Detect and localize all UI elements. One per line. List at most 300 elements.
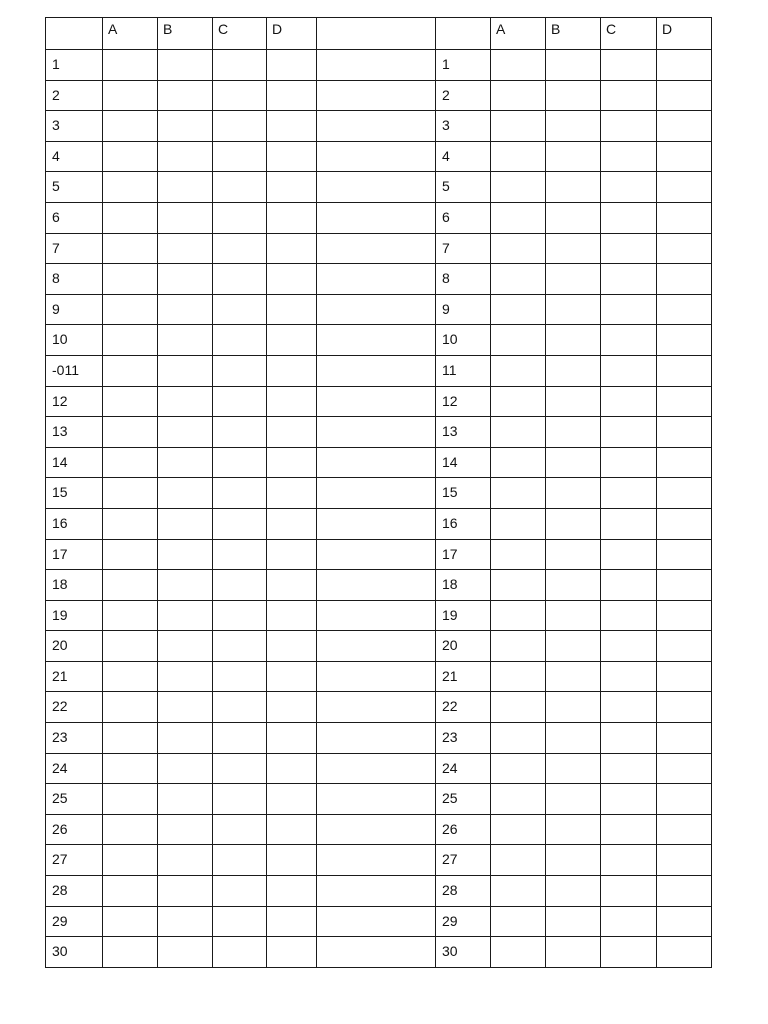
left-answer-cell-b[interactable]	[158, 906, 213, 937]
left-answer-cell-a[interactable]	[103, 80, 158, 111]
right-answer-cell-a[interactable]	[491, 937, 546, 968]
right-question-number: 12	[436, 386, 491, 417]
answer-sheet-body	[46, 18, 712, 968]
right-answer-cell-c[interactable]	[601, 539, 657, 570]
left-answer-cell-b[interactable]	[158, 355, 213, 386]
right-answer-cell-a[interactable]	[491, 600, 546, 631]
left-answer-cell-b[interactable]	[158, 570, 213, 601]
right-question-number: 14	[436, 447, 491, 478]
right-answer-cell-a[interactable]	[491, 111, 546, 142]
right-answer-cell-c[interactable]	[601, 600, 657, 631]
right-answer-cell-d[interactable]	[657, 814, 712, 845]
right-answer-cell-d[interactable]	[657, 294, 712, 325]
left-question-number: 10	[46, 325, 103, 356]
right-answer-cell-c[interactable]	[601, 172, 657, 203]
left-header-option-c: C	[213, 18, 267, 50]
right-question-number: 13	[436, 417, 491, 448]
table-row	[46, 50, 712, 81]
right-answer-cell-b[interactable]	[546, 876, 601, 907]
right-answer-cell-d[interactable]	[657, 600, 712, 631]
right-answer-cell-c[interactable]	[601, 661, 657, 692]
gap-cell	[317, 600, 436, 631]
left-answer-cell-d[interactable]	[267, 937, 317, 968]
right-answer-cell-d[interactable]	[657, 202, 712, 233]
right-answer-cell-d[interactable]	[657, 570, 712, 601]
right-answer-cell-b[interactable]	[546, 355, 601, 386]
table-row	[46, 325, 712, 356]
right-answer-cell-d[interactable]	[657, 111, 712, 142]
left-answer-cell-c[interactable]	[213, 845, 267, 876]
left-answer-cell-b[interactable]	[158, 814, 213, 845]
left-answer-cell-b[interactable]	[158, 172, 213, 203]
right-question-number: 22	[436, 692, 491, 723]
right-answer-cell-c[interactable]	[601, 845, 657, 876]
table-row	[46, 814, 712, 845]
left-answer-cell-a[interactable]	[103, 784, 158, 815]
left-answer-cell-b[interactable]	[158, 417, 213, 448]
left-question-number: 15	[46, 478, 103, 509]
left-answer-cell-c[interactable]	[213, 661, 267, 692]
left-answer-cell-b[interactable]	[158, 447, 213, 478]
left-answer-cell-d[interactable]	[267, 631, 317, 662]
left-answer-cell-d[interactable]	[267, 876, 317, 907]
right-answer-cell-d[interactable]	[657, 661, 712, 692]
left-answer-cell-b[interactable]	[158, 845, 213, 876]
right-answer-cell-a[interactable]	[491, 325, 546, 356]
left-answer-cell-a[interactable]	[103, 753, 158, 784]
right-answer-cell-b[interactable]	[546, 753, 601, 784]
left-answer-cell-b[interactable]	[158, 692, 213, 723]
left-answer-cell-b[interactable]	[158, 478, 213, 509]
left-answer-cell-b[interactable]	[158, 111, 213, 142]
right-answer-cell-c[interactable]	[601, 631, 657, 662]
right-answer-cell-d[interactable]	[657, 233, 712, 264]
left-answer-cell-c[interactable]	[213, 570, 267, 601]
left-question-number: 30	[46, 937, 103, 968]
left-answer-cell-a[interactable]	[103, 294, 158, 325]
table-row	[46, 202, 712, 233]
left-answer-cell-d[interactable]	[267, 508, 317, 539]
left-answer-cell-a[interactable]	[103, 233, 158, 264]
left-answer-cell-d[interactable]	[267, 80, 317, 111]
right-answer-cell-d[interactable]	[657, 172, 712, 203]
right-answer-cell-a[interactable]	[491, 264, 546, 295]
right-answer-cell-c[interactable]	[601, 447, 657, 478]
left-answer-cell-c[interactable]	[213, 172, 267, 203]
left-answer-cell-b[interactable]	[158, 600, 213, 631]
right-answer-cell-c[interactable]	[601, 264, 657, 295]
right-answer-cell-d[interactable]	[657, 264, 712, 295]
gap-cell	[317, 814, 436, 845]
right-answer-cell-d[interactable]	[657, 753, 712, 784]
right-answer-cell-a[interactable]	[491, 202, 546, 233]
left-answer-cell-c[interactable]	[213, 50, 267, 81]
left-answer-cell-a[interactable]	[103, 50, 158, 81]
left-answer-cell-d[interactable]	[267, 325, 317, 356]
right-answer-cell-d[interactable]	[657, 417, 712, 448]
right-answer-cell-d[interactable]	[657, 692, 712, 723]
right-answer-cell-c[interactable]	[601, 692, 657, 723]
right-answer-cell-c[interactable]	[601, 325, 657, 356]
left-answer-cell-a[interactable]	[103, 417, 158, 448]
gap-cell	[317, 692, 436, 723]
right-answer-cell-d[interactable]	[657, 325, 712, 356]
left-header-option-a: A	[103, 18, 158, 50]
gap-cell	[317, 18, 436, 50]
left-question-number: 4	[46, 141, 103, 172]
right-answer-cell-a[interactable]	[491, 753, 546, 784]
right-answer-cell-a[interactable]	[491, 539, 546, 570]
left-answer-cell-a[interactable]	[103, 202, 158, 233]
right-answer-cell-c[interactable]	[601, 294, 657, 325]
left-answer-cell-d[interactable]	[267, 447, 317, 478]
right-answer-cell-b[interactable]	[546, 845, 601, 876]
left-answer-cell-b[interactable]	[158, 631, 213, 662]
left-answer-cell-a[interactable]	[103, 111, 158, 142]
table-row	[46, 478, 712, 509]
left-answer-cell-c[interactable]	[213, 937, 267, 968]
left-answer-cell-d[interactable]	[267, 600, 317, 631]
right-answer-cell-b[interactable]	[546, 447, 601, 478]
right-answer-cell-c[interactable]	[601, 111, 657, 142]
right-answer-cell-a[interactable]	[491, 172, 546, 203]
right-answer-cell-c[interactable]	[601, 417, 657, 448]
left-answer-cell-c[interactable]	[213, 386, 267, 417]
right-answer-cell-b[interactable]	[546, 692, 601, 723]
left-answer-cell-b[interactable]	[158, 723, 213, 754]
left-answer-cell-c[interactable]	[213, 478, 267, 509]
table-row	[46, 539, 712, 570]
left-answer-cell-a[interactable]	[103, 325, 158, 356]
left-answer-cell-d[interactable]	[267, 814, 317, 845]
left-answer-cell-d[interactable]	[267, 294, 317, 325]
right-answer-cell-a[interactable]	[491, 294, 546, 325]
right-answer-cell-b[interactable]	[546, 600, 601, 631]
right-answer-cell-b[interactable]	[546, 661, 601, 692]
left-answer-cell-d[interactable]	[267, 202, 317, 233]
left-answer-cell-b[interactable]	[158, 876, 213, 907]
left-answer-cell-b[interactable]	[158, 508, 213, 539]
left-answer-cell-c[interactable]	[213, 417, 267, 448]
right-answer-cell-d[interactable]	[657, 386, 712, 417]
right-answer-cell-a[interactable]	[491, 692, 546, 723]
left-answer-cell-c[interactable]	[213, 753, 267, 784]
left-answer-cell-a[interactable]	[103, 264, 158, 295]
table-row	[46, 355, 712, 386]
right-answer-cell-a[interactable]	[491, 814, 546, 845]
gap-cell	[317, 539, 436, 570]
right-answer-cell-c[interactable]	[601, 80, 657, 111]
left-answer-cell-a[interactable]	[103, 508, 158, 539]
right-answer-cell-a[interactable]	[491, 784, 546, 815]
right-answer-cell-d[interactable]	[657, 631, 712, 662]
left-header-option-d: D	[267, 18, 317, 50]
table-row	[46, 845, 712, 876]
right-question-number: 27	[436, 845, 491, 876]
right-answer-cell-c[interactable]	[601, 814, 657, 845]
left-answer-cell-a[interactable]	[103, 172, 158, 203]
left-question-number: 5	[46, 172, 103, 203]
left-answer-cell-c[interactable]	[213, 111, 267, 142]
right-answer-cell-b[interactable]	[546, 937, 601, 968]
right-answer-cell-a[interactable]	[491, 570, 546, 601]
right-answer-cell-c[interactable]	[601, 784, 657, 815]
right-answer-cell-a[interactable]	[491, 631, 546, 662]
right-answer-cell-b[interactable]	[546, 325, 601, 356]
left-answer-cell-b[interactable]	[158, 264, 213, 295]
left-answer-cell-a[interactable]	[103, 845, 158, 876]
right-answer-cell-b[interactable]	[546, 570, 601, 601]
right-answer-cell-b[interactable]	[546, 631, 601, 662]
right-answer-cell-d[interactable]	[657, 539, 712, 570]
right-answer-cell-a[interactable]	[491, 876, 546, 907]
left-answer-cell-d[interactable]	[267, 539, 317, 570]
left-question-number: 9	[46, 294, 103, 325]
right-answer-cell-d[interactable]	[657, 50, 712, 81]
right-answer-cell-b[interactable]	[546, 814, 601, 845]
left-answer-cell-d[interactable]	[267, 845, 317, 876]
left-answer-cell-a[interactable]	[103, 600, 158, 631]
left-answer-cell-c[interactable]	[213, 355, 267, 386]
left-answer-cell-a[interactable]	[103, 906, 158, 937]
left-answer-cell-a[interactable]	[103, 692, 158, 723]
right-answer-cell-d[interactable]	[657, 876, 712, 907]
left-answer-cell-d[interactable]	[267, 753, 317, 784]
left-question-number: 26	[46, 814, 103, 845]
left-answer-cell-b[interactable]	[158, 386, 213, 417]
right-answer-cell-d[interactable]	[657, 508, 712, 539]
left-answer-cell-a[interactable]	[103, 723, 158, 754]
right-answer-cell-a[interactable]	[491, 723, 546, 754]
right-question-number: 6	[436, 202, 491, 233]
gap-cell	[317, 570, 436, 601]
right-answer-cell-a[interactable]	[491, 661, 546, 692]
right-answer-cell-b[interactable]	[546, 478, 601, 509]
right-answer-cell-b[interactable]	[546, 80, 601, 111]
right-answer-cell-c[interactable]	[601, 570, 657, 601]
right-answer-cell-b[interactable]	[546, 723, 601, 754]
left-answer-cell-d[interactable]	[267, 692, 317, 723]
right-answer-cell-c[interactable]	[601, 233, 657, 264]
right-answer-cell-d[interactable]	[657, 723, 712, 754]
right-answer-cell-c[interactable]	[601, 876, 657, 907]
right-answer-cell-d[interactable]	[657, 845, 712, 876]
right-answer-cell-a[interactable]	[491, 233, 546, 264]
right-answer-cell-d[interactable]	[657, 355, 712, 386]
right-answer-cell-a[interactable]	[491, 50, 546, 81]
right-answer-cell-d[interactable]	[657, 80, 712, 111]
right-answer-cell-c[interactable]	[601, 723, 657, 754]
right-answer-cell-b[interactable]	[546, 417, 601, 448]
left-answer-cell-b[interactable]	[158, 202, 213, 233]
gap-cell	[317, 753, 436, 784]
right-answer-cell-a[interactable]	[491, 845, 546, 876]
left-answer-cell-d[interactable]	[267, 50, 317, 81]
gap-cell	[317, 478, 436, 509]
left-answer-cell-a[interactable]	[103, 937, 158, 968]
gap-cell	[317, 50, 436, 81]
left-answer-cell-b[interactable]	[158, 80, 213, 111]
left-answer-cell-a[interactable]	[103, 355, 158, 386]
left-answer-cell-d[interactable]	[267, 172, 317, 203]
right-answer-cell-c[interactable]	[601, 508, 657, 539]
right-answer-cell-b[interactable]	[546, 111, 601, 142]
right-answer-cell-b[interactable]	[546, 386, 601, 417]
right-question-number: 9	[436, 294, 491, 325]
right-answer-cell-a[interactable]	[491, 386, 546, 417]
right-answer-cell-c[interactable]	[601, 141, 657, 172]
left-answer-cell-d[interactable]	[267, 141, 317, 172]
left-question-number: 22	[46, 692, 103, 723]
left-question-number: 27	[46, 845, 103, 876]
left-question-number: 7	[46, 233, 103, 264]
left-answer-cell-b[interactable]	[158, 325, 213, 356]
right-answer-cell-d[interactable]	[657, 447, 712, 478]
left-answer-cell-c[interactable]	[213, 814, 267, 845]
left-answer-cell-a[interactable]	[103, 478, 158, 509]
gap-cell	[317, 784, 436, 815]
left-question-number: 8	[46, 264, 103, 295]
left-answer-cell-c[interactable]	[213, 325, 267, 356]
right-question-number: 28	[436, 876, 491, 907]
left-answer-cell-c[interactable]	[213, 600, 267, 631]
left-answer-cell-c[interactable]	[213, 508, 267, 539]
left-answer-cell-c[interactable]	[213, 906, 267, 937]
left-answer-cell-c[interactable]	[213, 784, 267, 815]
left-answer-cell-b[interactable]	[158, 937, 213, 968]
right-answer-cell-b[interactable]	[546, 906, 601, 937]
left-answer-cell-c[interactable]	[213, 692, 267, 723]
right-answer-cell-b[interactable]	[546, 784, 601, 815]
table-row	[46, 508, 712, 539]
gap-cell	[317, 876, 436, 907]
right-answer-cell-b[interactable]	[546, 141, 601, 172]
right-answer-cell-a[interactable]	[491, 906, 546, 937]
left-answer-cell-d[interactable]	[267, 661, 317, 692]
right-question-number: 30	[436, 937, 491, 968]
right-answer-cell-d[interactable]	[657, 937, 712, 968]
left-answer-cell-c[interactable]	[213, 876, 267, 907]
right-answer-cell-a[interactable]	[491, 478, 546, 509]
left-answer-cell-b[interactable]	[158, 294, 213, 325]
right-answer-cell-c[interactable]	[601, 355, 657, 386]
right-answer-cell-a[interactable]	[491, 141, 546, 172]
left-question-number: 3	[46, 111, 103, 142]
right-answer-cell-b[interactable]	[546, 264, 601, 295]
left-answer-cell-c[interactable]	[213, 264, 267, 295]
right-answer-cell-c[interactable]	[601, 478, 657, 509]
left-question-number: 17	[46, 539, 103, 570]
left-answer-cell-d[interactable]	[267, 478, 317, 509]
right-answer-cell-b[interactable]	[546, 233, 601, 264]
left-answer-cell-c[interactable]	[213, 631, 267, 662]
right-answer-cell-b[interactable]	[546, 202, 601, 233]
left-answer-cell-a[interactable]	[103, 631, 158, 662]
left-answer-cell-c[interactable]	[213, 294, 267, 325]
right-answer-cell-c[interactable]	[601, 937, 657, 968]
table-row	[46, 111, 712, 142]
left-answer-cell-c[interactable]	[213, 539, 267, 570]
right-answer-cell-b[interactable]	[546, 172, 601, 203]
left-answer-cell-b[interactable]	[158, 784, 213, 815]
left-answer-cell-d[interactable]	[267, 355, 317, 386]
left-answer-cell-d[interactable]	[267, 386, 317, 417]
left-question-number: 16	[46, 508, 103, 539]
left-answer-cell-d[interactable]	[267, 111, 317, 142]
right-answer-cell-c[interactable]	[601, 50, 657, 81]
left-answer-cell-a[interactable]	[103, 141, 158, 172]
right-question-number: 11	[436, 355, 491, 386]
left-answer-cell-c[interactable]	[213, 233, 267, 264]
right-answer-cell-a[interactable]	[491, 80, 546, 111]
table-row	[46, 876, 712, 907]
left-answer-cell-b[interactable]	[158, 661, 213, 692]
left-answer-cell-a[interactable]	[103, 570, 158, 601]
left-answer-cell-a[interactable]	[103, 814, 158, 845]
left-answer-cell-b[interactable]	[158, 539, 213, 570]
right-answer-cell-b[interactable]	[546, 294, 601, 325]
right-answer-cell-d[interactable]	[657, 784, 712, 815]
left-answer-cell-b[interactable]	[158, 753, 213, 784]
left-answer-cell-d[interactable]	[267, 784, 317, 815]
left-answer-cell-b[interactable]	[158, 141, 213, 172]
right-answer-cell-b[interactable]	[546, 50, 601, 81]
left-answer-cell-a[interactable]	[103, 386, 158, 417]
left-answer-cell-a[interactable]	[103, 876, 158, 907]
right-question-number: 7	[436, 233, 491, 264]
right-question-number: 18	[436, 570, 491, 601]
left-answer-cell-c[interactable]	[213, 80, 267, 111]
right-answer-cell-c[interactable]	[601, 753, 657, 784]
left-answer-cell-d[interactable]	[267, 233, 317, 264]
right-answer-cell-c[interactable]	[601, 906, 657, 937]
right-question-number: 15	[436, 478, 491, 509]
left-question-number: 23	[46, 723, 103, 754]
right-answer-cell-b[interactable]	[546, 539, 601, 570]
right-answer-cell-a[interactable]	[491, 508, 546, 539]
left-answer-cell-c[interactable]	[213, 447, 267, 478]
left-answer-cell-d[interactable]	[267, 264, 317, 295]
gap-cell	[317, 355, 436, 386]
right-answer-cell-b[interactable]	[546, 508, 601, 539]
right-answer-cell-d[interactable]	[657, 141, 712, 172]
right-answer-cell-a[interactable]	[491, 447, 546, 478]
right-answer-cell-a[interactable]	[491, 355, 546, 386]
left-answer-cell-c[interactable]	[213, 141, 267, 172]
left-question-number: 29	[46, 906, 103, 937]
left-answer-cell-b[interactable]	[158, 233, 213, 264]
right-answer-cell-d[interactable]	[657, 478, 712, 509]
left-header-corner	[46, 18, 103, 50]
right-question-number: 23	[436, 723, 491, 754]
left-answer-cell-c[interactable]	[213, 202, 267, 233]
right-answer-cell-a[interactable]	[491, 417, 546, 448]
left-answer-cell-a[interactable]	[103, 447, 158, 478]
left-answer-cell-d[interactable]	[267, 417, 317, 448]
left-answer-cell-d[interactable]	[267, 906, 317, 937]
gap-cell	[317, 141, 436, 172]
left-answer-cell-d[interactable]	[267, 723, 317, 754]
right-answer-cell-d[interactable]	[657, 906, 712, 937]
left-answer-cell-c[interactable]	[213, 723, 267, 754]
left-answer-cell-b[interactable]	[158, 50, 213, 81]
left-answer-cell-a[interactable]	[103, 539, 158, 570]
left-answer-cell-a[interactable]	[103, 661, 158, 692]
left-answer-cell-d[interactable]	[267, 570, 317, 601]
right-answer-cell-c[interactable]	[601, 202, 657, 233]
left-question-number: 12	[46, 386, 103, 417]
right-answer-cell-c[interactable]	[601, 386, 657, 417]
